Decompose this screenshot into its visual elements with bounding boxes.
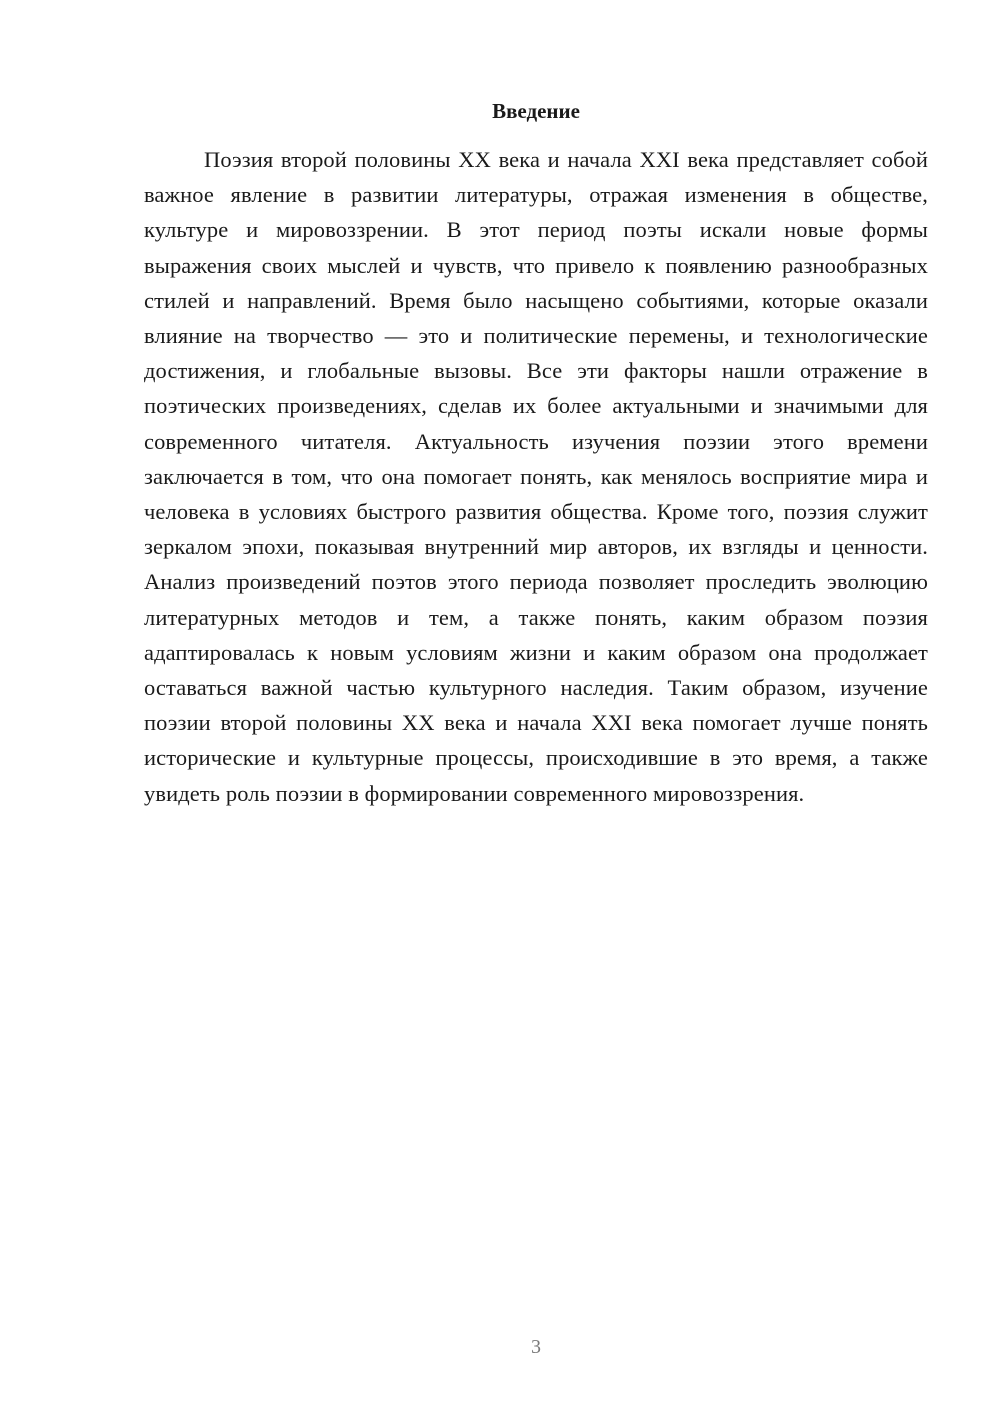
page-number: 3: [531, 1336, 541, 1358]
section-title: Введение: [492, 99, 580, 123]
body-paragraph: Поэзия второй половины XX века и начала XXI века представляет собой важное явление в развитии литературы, отражая изменения в обществе, культуре и мировоззрении. В этот период поэты искали новые формы выражения своих мыслей и чувств, что привело к появлению разнообразных стилей и направлений. Время было насыщено событиями, которые оказали влияние на творчество — это и политические перемены, и технологические достижения, и глобальные вызовы. Все эти факторы нашли отражение в поэтических произведениях, сделав их более актуальными и значимыми для современного читателя. Актуальность изучения поэзии этого времени заключается в том, что она помогает понять, как менялось восприятие мира и человека в условиях быстрого развития общества. Кроме того, поэзия служит зеркалом эпохи, показывая внутренний мир авторов, их взгляды и ценности. Анализ произведений поэтов этого периода позволяет проследить эволюцию литературных методов и тем, а также понять, каким образом поэзия адаптировалась к новым условиям жизни и каким образом она продолжает оставаться важной частью культурного наследия. Таким образом, изучение поэзии второй половины XX века и начала XXI века помогает лучше понять исторические и культурные процессы, происходившие в это время, а также увидеть роль поэзии в формировании современного мировоззрения.: [144, 147, 928, 806]
